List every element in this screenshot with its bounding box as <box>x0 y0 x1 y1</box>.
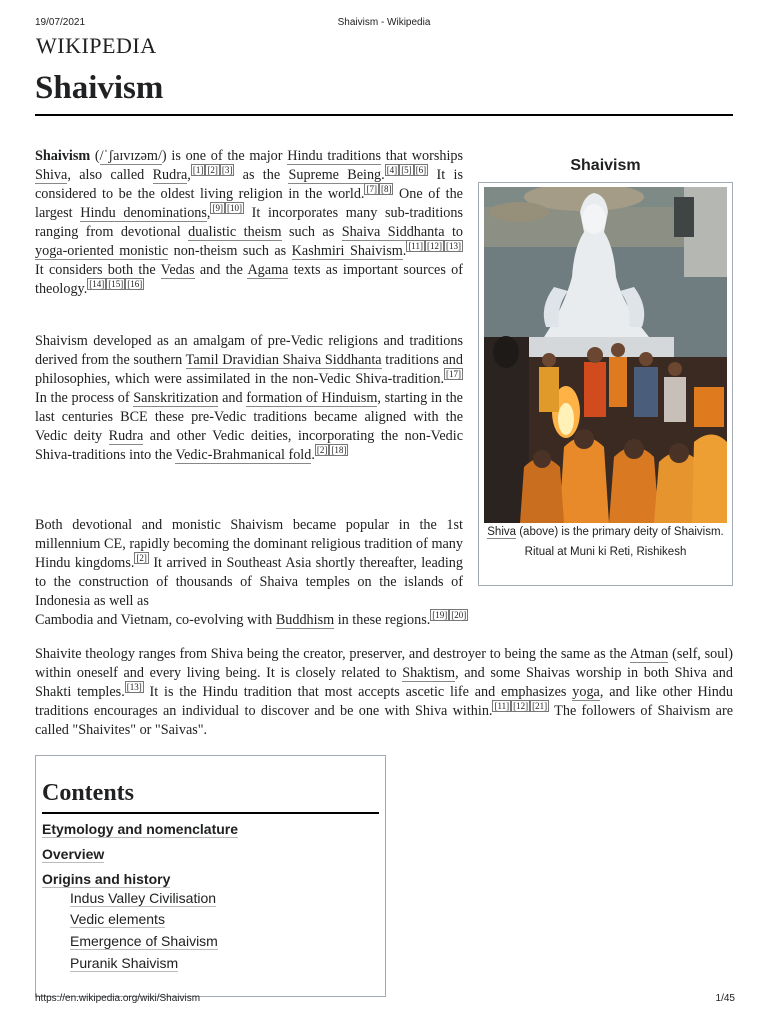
citation-link[interactable]: [4] <box>386 165 398 176</box>
link-shaiva-siddhanta[interactable]: Shaiva Siddhanta <box>341 224 445 240</box>
text: ( <box>90 148 100 164</box>
text: and <box>218 390 247 406</box>
citation-link[interactable]: [12] <box>513 701 529 712</box>
citation-link[interactable]: [8] <box>380 184 392 195</box>
citation-link[interactable]: [17] <box>446 369 461 380</box>
citation-link[interactable]: [2] <box>136 553 147 564</box>
citation-group <box>125 681 144 693</box>
toc-item-vedic-elements[interactable]: Vedic elements <box>70 911 165 927</box>
toc-item-origins-history[interactable]: Origins and history <box>42 871 171 887</box>
text: , <box>206 205 211 221</box>
print-page-number: 1/45 <box>715 993 735 1004</box>
toc-item-indus-valley[interactable]: Indus Valley Civilisation <box>70 890 217 906</box>
infobox <box>478 182 733 586</box>
link-rudra[interactable]: Rudra <box>152 167 188 183</box>
link-shaktism[interactable]: Shaktism <box>402 665 456 681</box>
toc-divider <box>42 812 379 814</box>
toc-item-overview[interactable]: Overview <box>42 846 105 862</box>
citation-link[interactable]: [15] <box>108 279 124 290</box>
citation-group <box>87 278 144 290</box>
text: traditions and philosophies, which were assimilated in the non-Vedic Shiva-tradition. <box>35 352 463 387</box>
citation-link[interactable]: [11] <box>408 241 423 252</box>
citation-link[interactable]: [11] <box>494 701 510 712</box>
infobox-caption <box>487 522 724 562</box>
table-of-contents <box>35 755 386 997</box>
link-tamil-dravidian-shaiva-siddhanta[interactable]: Tamil Dravidian Shaiva Siddhanta <box>185 352 382 368</box>
citation-link[interactable]: [1] <box>192 165 204 176</box>
text: , and like other Hindu traditions encourages an individual to discover and be one with Shiva within. <box>35 684 733 719</box>
text: , starting in the last centuries BCE these pre-Vedic traditions became aligned with the Vedic deity <box>35 390 463 444</box>
text: , <box>187 167 191 183</box>
citation-link[interactable]: [5] <box>401 165 412 176</box>
text: . <box>402 243 407 259</box>
link-yoga[interactable]: yoga <box>572 684 600 700</box>
text: and the <box>194 262 248 278</box>
toc-item-puranik[interactable]: Puranik Shaivism <box>70 955 179 971</box>
link-agama[interactable]: Agama <box>247 262 289 278</box>
citation-link[interactable]: [7] <box>366 184 377 195</box>
print-date: 19/07/2021 <box>35 17 86 28</box>
text: It is the Hindu tradition that most accepts ascetic life and emphasizes <box>143 684 573 700</box>
link-atman[interactable]: Atman <box>629 646 669 662</box>
citation-group <box>191 164 235 176</box>
citation-link[interactable]: [9] <box>212 203 223 214</box>
link-rudra[interactable]: Rudra <box>108 428 144 444</box>
citation-group <box>444 368 463 380</box>
caption-link-shiva[interactable]: Shiva <box>487 526 517 538</box>
citation-group <box>315 444 349 456</box>
link-yoga-oriented-monistic[interactable]: yoga-oriented monistic <box>35 243 169 259</box>
citation-link[interactable]: [18] <box>331 445 347 456</box>
citation-group <box>210 202 244 214</box>
page-title: Shaivism <box>35 70 164 106</box>
spread-paragraph <box>35 516 463 611</box>
toc-title: Contents <box>42 780 135 806</box>
citation-link[interactable]: [3] <box>221 165 233 176</box>
link-supreme-being[interactable]: Supreme Being <box>288 167 382 183</box>
origins-paragraph <box>35 332 463 465</box>
link-vedic-brahmanical-fold[interactable]: Vedic-Brahmanical fold <box>175 447 312 463</box>
citation-link[interactable]: [12] <box>426 241 442 252</box>
text: as the <box>234 167 289 183</box>
shiva-statue-ritual-image[interactable] <box>484 187 727 523</box>
toc-item-emergence[interactable]: Emergence of Shaivism <box>70 933 218 949</box>
text: The followers of Shaivism are called "Shaivites" or "Saivas". <box>35 703 733 738</box>
text: Shaivism developed as an amalgam of pre-Vedic religions and traditions derived from the southern <box>35 333 463 368</box>
link-sanskritization[interactable]: Sanskritization <box>133 390 219 406</box>
link-buddhism[interactable]: Buddhism <box>275 612 335 628</box>
text: Both devotional and monistic Shaivism became popular in the 1st millennium CE, rapidly becoming the dominant religious tradition of many Hindu kingdoms. <box>35 517 463 571</box>
text: such as <box>281 224 342 240</box>
text: and other Vedic deities, incorporating the non-Vedic Shiva-traditions into the <box>35 428 463 463</box>
link-shiva[interactable]: Shiva <box>35 167 68 183</box>
wikipedia-logo[interactable] <box>36 33 157 59</box>
link-dualistic-theism[interactable]: dualistic theism <box>188 224 282 240</box>
citation-link[interactable]: [13] <box>445 241 461 252</box>
link-kashmiri-shaivism[interactable]: Kashmiri Shaivism <box>291 243 403 259</box>
citation-group <box>385 164 429 176</box>
link-formation-of-hinduism[interactable]: formation of Hinduism <box>246 390 378 406</box>
theology-paragraph <box>35 645 733 740</box>
citation-link[interactable]: [14] <box>89 279 105 290</box>
print-footer-url: https://en.wikipedia.org/wiki/Shaivism <box>35 993 201 1004</box>
text: In the process of <box>35 390 134 406</box>
citation-link[interactable]: [6] <box>415 165 427 176</box>
citation-link[interactable]: [16] <box>127 279 143 290</box>
text: non-theism such as <box>168 243 292 259</box>
text: One of the largest <box>35 186 463 221</box>
text: that worships <box>381 148 464 164</box>
citation-link[interactable]: [2] <box>207 165 218 176</box>
citation-link[interactable]: [19] <box>432 610 448 621</box>
citation-group <box>134 552 149 564</box>
text: Shaivite theology ranges from Shiva being the creator, preserver, and destroyer to being the same as the <box>35 646 630 662</box>
citation-link[interactable]: [2] <box>316 445 328 456</box>
toc-item-etymology[interactable]: Etymology and nomenclature <box>42 821 239 837</box>
text: (self, soul) within oneself and every living being. It is closely related to <box>35 646 733 681</box>
text: . <box>381 167 385 183</box>
link-hindu-traditions[interactable]: Hindu traditions <box>287 148 382 164</box>
citation-link[interactable]: [21] <box>532 701 548 712</box>
citation-link[interactable]: [20] <box>451 610 467 621</box>
citation-link[interactable]: [10] <box>226 203 242 214</box>
print-header-title: Shaivism - Wikipedia <box>337 17 431 28</box>
text: It arrived in Southeast Asia shortly thereafter, leading to the construction of thousands of Shaiva temples on the islands of Indonesia as well as <box>35 555 463 609</box>
citation-group <box>364 183 393 195</box>
text: . <box>311 447 315 463</box>
pronunciation-link[interactable]: /ˈʃaɪvɪzəm/ <box>99 148 162 164</box>
text: , also called <box>67 167 153 183</box>
title-divider <box>35 114 733 116</box>
spread-paragraph-continued <box>35 611 555 630</box>
citation-group <box>430 609 468 621</box>
text: Cambodia and Vietnam, co-evolving with <box>35 612 276 628</box>
link-vedas[interactable]: Vedas <box>160 262 195 278</box>
text: It considers both the <box>35 262 161 278</box>
text: It is considered to be the oldest living religion in the world. <box>35 167 463 202</box>
citation-group <box>492 700 549 712</box>
wikipedia-wordmark: WIKIPEDIA <box>36 33 157 58</box>
text: to <box>444 224 464 240</box>
photo-illustration <box>484 187 727 523</box>
text: , and some Shaivas worship in both Shiva and Shakti temples. <box>35 665 733 700</box>
text: in these regions. <box>334 612 431 628</box>
citation-link[interactable]: [13] <box>126 682 142 693</box>
citation-group <box>406 240 463 252</box>
link-hindu-denominations[interactable]: Hindu denominations <box>80 205 207 221</box>
caption-text: (above) is the primary deity of Shaivism. Ritual at Muni ki Reti, Rishikesh <box>516 526 724 558</box>
text: texts as important sources of theology. <box>35 262 463 297</box>
infobox-title: Shaivism <box>570 157 641 174</box>
text: It incorporates many sub-traditions ranging from devotional <box>35 205 463 240</box>
text: ) is one of the major <box>161 148 288 164</box>
bold-term: Shaivism <box>35 148 91 164</box>
intro-paragraph <box>35 147 463 299</box>
